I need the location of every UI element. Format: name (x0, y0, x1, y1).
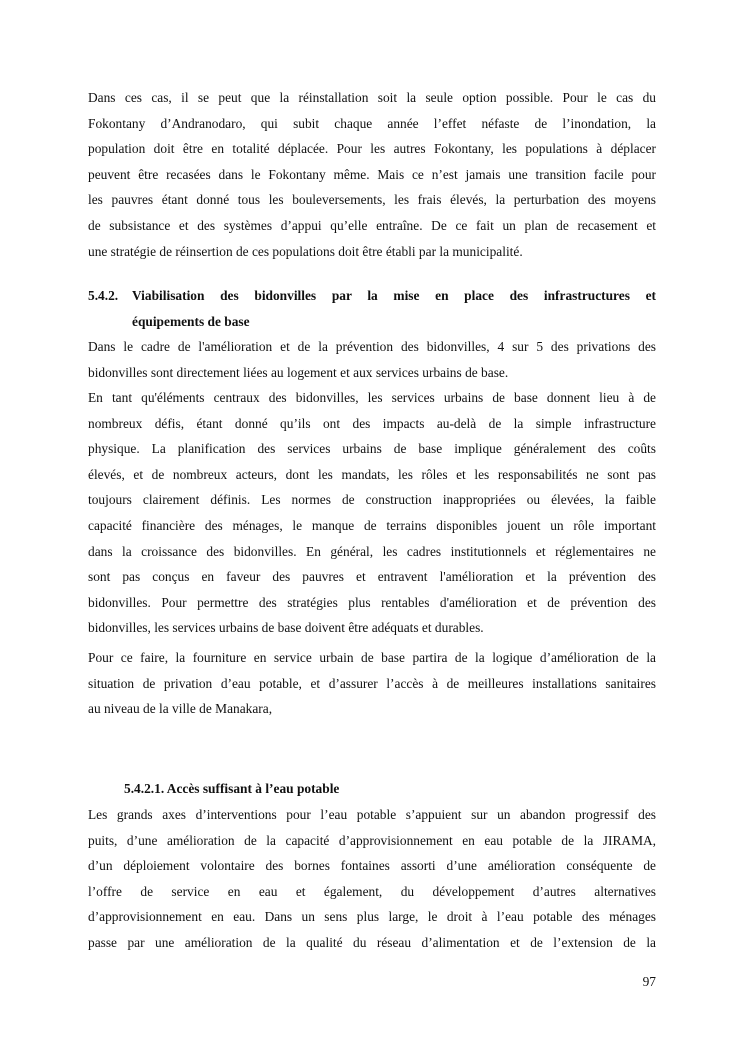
paragraph-line: passe par une amélioration de la qualité du réseau d’alimentation et de l’extension de la (88, 934, 656, 950)
section-title-line: équipements de base (132, 313, 250, 329)
paragraph-fourniture (88, 645, 656, 722)
paragraph-line: nombreux défis, étant donné qu’ils ont des impacts au-delà de la simple infrastructure (88, 415, 656, 431)
paragraph-line: bidonvilles, les services urbains de base doivent être adéquats et durables. (88, 620, 484, 636)
paragraph-line: les pauvres étant donné tous les bouleversements, les frais élevés, la perturbation des moyens (88, 192, 656, 208)
paragraph-line: bidonvilles. Pour permettre des stratégies plus rentables d'amélioration et de prévention des (88, 594, 656, 610)
paragraph-line: une stratégie de réinsertion de ces populations doit être établi par la municipalité. (88, 243, 523, 259)
paragraph-reinstallation (88, 85, 656, 264)
paragraph-line: capacité financière des ménages, le manque de terrains disponibles jouent un rôle important (88, 517, 656, 533)
section-number: 5.4.2. (88, 288, 119, 303)
paragraph-line: peuvent être recasées dans le Fokontany même. Mais ce n’est jamais une transition facile pour (88, 166, 656, 182)
paragraph-line: dans la croissance des bidonvilles. En général, les cadres institutionnels et réglementaires ne (88, 543, 656, 559)
paragraph-line: Les grands axes d’interventions pour l’eau potable s’appuient sur un abandon progressif des (88, 807, 656, 822)
subsection-heading-5-4-2-1: 5.4.2.1. Accès suffisant à l’eau potable (124, 781, 340, 796)
paragraph-line: élevés, et de nombreux acteurs, dont les mandats, les rôles et les responsabilités ne sont pas (88, 466, 656, 482)
paragraph-services-urbains (88, 385, 656, 641)
paragraph-line: d’un déploiement volontaire des bornes fontaines assorti d’une amélioration conséquente de (88, 858, 656, 874)
paragraph-line: situation de privation d’eau potable, et d’assurer l’accès à de meilleures installations sanitaires (88, 675, 656, 691)
paragraph-line: d’approvisionnement en eau. Dans un sens plus large, le droit à l’eau potable des ménages (88, 909, 656, 925)
paragraph-line: physique. La planification des services urbains de base implique généralement des coûts (88, 441, 656, 457)
paragraph-line: puits, d’une amélioration de la capacité d’approvisionnement en eau potable de la JIRAMA, (88, 832, 656, 848)
paragraph-line: Dans le cadre de l'amélioration et de la prévention des bidonvilles, 4 sur 5 des privations des (88, 339, 656, 354)
paragraph-line: population doit être en totalité déplacée. Pour les autres Fokontany, les populations à déplacer (88, 141, 656, 157)
paragraph-line: Pour ce faire, la fourniture en service urbain de base partira de la logique d’amélioration de la (88, 650, 656, 665)
paragraph-line: En tant qu'éléments centraux des bidonvilles, les services urbains de base donnent lieu à de (88, 390, 656, 405)
section-title-line: Viabilisation des bidonvilles par la mise en place des infrastructures et (132, 288, 656, 303)
page-number: 97 (642, 974, 656, 989)
paragraph-eau-potable (88, 802, 656, 956)
paragraph-line: Fokontany d’Andranodaro, qui subit chaque année l’effet néfaste de l’inondation, la (88, 115, 656, 131)
section-title (132, 283, 656, 334)
paragraph-prevention (88, 334, 656, 385)
paragraph-line: Dans ces cas, il se peut que la réinstallation soit la seule option possible. Pour le cas du (88, 90, 656, 105)
paragraph-line: sont pas conçus en faveur des pauvres et entravent l'amélioration et la prévention des (88, 569, 656, 585)
paragraph-line: bidonvilles sont directement liées au logement et aux services urbains de base. (88, 364, 509, 380)
paragraph-line: l’offre de service en eau et également, du développement d’autres alternatives (88, 883, 656, 899)
paragraph-line: toujours clairement définis. Les normes de construction inappropriées ou élevées, la faible (88, 492, 656, 508)
paragraph-line: au niveau de la ville de Manakara, (88, 701, 273, 717)
paragraph-line: de subsistance et des systèmes d’appui qu’elle entraîne. De ce fait un plan de recasement et (88, 217, 656, 233)
